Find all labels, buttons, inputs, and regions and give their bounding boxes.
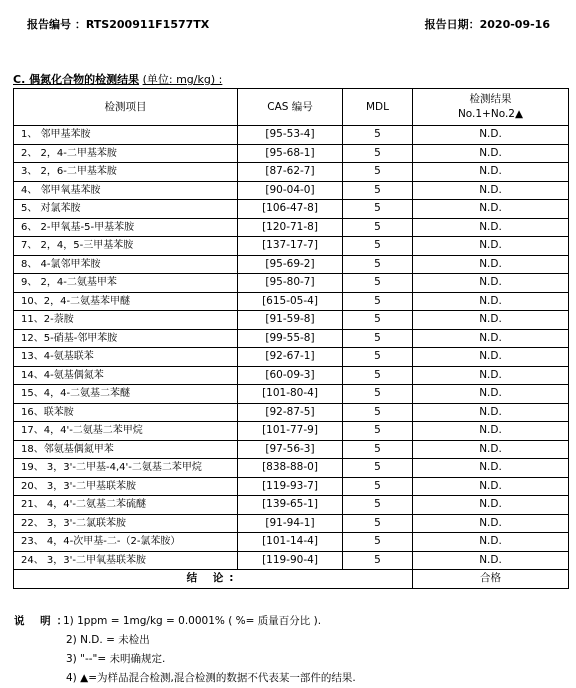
table-row (14, 255, 569, 274)
cas-number-cell: [615-05-4] (238, 292, 343, 311)
test-item-cell: 23、 4，4-次甲基-二-（2-氯苯胺） (14, 533, 238, 552)
cas-number-cell: [92-67-1] (238, 348, 343, 367)
cas-number-cell: [95-68-1] (238, 144, 343, 163)
mdl-cell: 5 (343, 218, 413, 237)
table-row (14, 348, 569, 367)
conclusion-label: 结 论: (14, 570, 413, 589)
result-cell: N.D. (413, 218, 569, 237)
table-row (14, 237, 569, 256)
test-item-cell: 24、 3，3'-二甲氧基联苯胺 (14, 551, 238, 570)
test-item-cell: 3、 2，6-二甲基苯胺 (14, 163, 238, 182)
cas-number-cell: [119-93-7] (238, 477, 343, 496)
cas-number-cell: [838-88-0] (238, 459, 343, 478)
test-item-cell: 11、2-萘胺 (14, 311, 238, 330)
table-row (14, 329, 569, 348)
note-line (14, 669, 356, 688)
mdl-cell: 5 (343, 200, 413, 219)
conclusion-value: 合格 (413, 570, 569, 589)
mdl-cell: 5 (343, 144, 413, 163)
result-cell: N.D. (413, 403, 569, 422)
col-header-cas: CAS 编号 (238, 89, 343, 126)
azo-results-table (13, 88, 569, 589)
table-row (14, 551, 569, 570)
result-cell: N.D. (413, 348, 569, 367)
test-item-cell: 21、 4，4'-二氨基二苯硫醚 (14, 496, 238, 515)
col-header-result (413, 89, 569, 126)
result-cell: N.D. (413, 551, 569, 570)
result-cell: N.D. (413, 385, 569, 404)
test-item-cell: 20、 3，3'-二甲基联苯胺 (14, 477, 238, 496)
mdl-cell: 5 (343, 533, 413, 552)
table-row (14, 477, 569, 496)
test-item-cell: 14、4-氨基偶氮苯 (14, 366, 238, 385)
mdl-cell: 5 (343, 255, 413, 274)
note-line (14, 612, 356, 631)
table-row (14, 200, 569, 219)
result-cell: N.D. (413, 422, 569, 441)
mdl-cell: 5 (343, 459, 413, 478)
cas-number-cell: [106-47-8] (238, 200, 343, 219)
mdl-cell: 5 (343, 329, 413, 348)
result-cell: N.D. (413, 237, 569, 256)
table-row (14, 144, 569, 163)
test-item-cell: 16、联苯胺 (14, 403, 238, 422)
col-header-result-line1: 检测结果 (469, 93, 512, 105)
section-unit: (单位: mg/kg) : (142, 73, 223, 86)
table-row (14, 292, 569, 311)
test-item-cell: 19、 3，3'-二甲基-4,4'-二氨基二苯甲烷 (14, 459, 238, 478)
cas-number-cell: [95-80-7] (238, 274, 343, 293)
mdl-cell: 5 (343, 477, 413, 496)
result-cell: N.D. (413, 514, 569, 533)
table-row (14, 533, 569, 552)
test-item-cell: 7、 2，4，5-三甲基苯胺 (14, 237, 238, 256)
result-cell: N.D. (413, 329, 569, 348)
col-header-item: 检测项目 (14, 89, 238, 126)
table-row (14, 163, 569, 182)
mdl-cell: 5 (343, 348, 413, 367)
mdl-cell: 5 (343, 237, 413, 256)
result-cell: N.D. (413, 311, 569, 330)
mdl-cell: 5 (343, 292, 413, 311)
result-cell: N.D. (413, 255, 569, 274)
test-item-cell: 2、 2，4-二甲基苯胺 (14, 144, 238, 163)
section-title: C. 偶氮化合物的检测结果 (13, 73, 140, 86)
test-item-cell: 4、 邻甲氧基苯胺 (14, 181, 238, 200)
cas-number-cell: [99-55-8] (238, 329, 343, 348)
table-row (14, 514, 569, 533)
cas-number-cell: [91-59-8] (238, 311, 343, 330)
cas-number-cell: [139-65-1] (238, 496, 343, 515)
notes-block (14, 612, 356, 688)
note-line (14, 631, 356, 650)
mdl-cell: 5 (343, 403, 413, 422)
mdl-cell: 5 (343, 514, 413, 533)
result-cell: N.D. (413, 144, 569, 163)
cas-number-cell: [91-94-1] (238, 514, 343, 533)
table-row (14, 218, 569, 237)
mdl-cell: 5 (343, 311, 413, 330)
mdl-cell: 5 (343, 126, 413, 145)
cas-number-cell: [60-09-3] (238, 366, 343, 385)
cas-number-cell: [119-90-4] (238, 551, 343, 570)
result-cell: N.D. (413, 366, 569, 385)
cas-number-cell: [120-71-8] (238, 218, 343, 237)
table-row (14, 385, 569, 404)
cas-number-cell: [97-56-3] (238, 440, 343, 459)
mdl-cell: 5 (343, 366, 413, 385)
test-item-cell: 18、邻氨基偶氮甲苯 (14, 440, 238, 459)
test-item-cell: 1、 邻甲基苯胺 (14, 126, 238, 145)
cas-number-cell: [95-69-2] (238, 255, 343, 274)
mdl-cell: 5 (343, 181, 413, 200)
mdl-cell: 5 (343, 385, 413, 404)
cas-number-cell: [92-87-5] (238, 403, 343, 422)
table-row (14, 181, 569, 200)
mdl-cell: 5 (343, 163, 413, 182)
table-row (14, 366, 569, 385)
mdl-cell: 5 (343, 422, 413, 441)
result-cell: N.D. (413, 477, 569, 496)
table-row (14, 274, 569, 293)
test-item-cell: 9、 2，4-二氨基甲苯 (14, 274, 238, 293)
cas-number-cell: [101-77-9] (238, 422, 343, 441)
test-item-cell: 22、 3，3'-二氯联苯胺 (14, 514, 238, 533)
cas-number-cell: [95-53-4] (238, 126, 343, 145)
result-cell: N.D. (413, 533, 569, 552)
notes-label: 说 明： (14, 615, 74, 627)
note-text: 4) ▲=为样品混合检测,混合检测的数据不代表某一部件的结果. (66, 672, 356, 684)
cas-number-cell: [137-17-7] (238, 237, 343, 256)
mdl-cell: 5 (343, 496, 413, 515)
cas-number-cell: [87-62-7] (238, 163, 343, 182)
table-header-row (14, 89, 569, 126)
section-heading (13, 71, 222, 87)
col-header-mdl: MDL (343, 89, 413, 126)
test-item-cell: 10、2，4-二氨基苯甲醚 (14, 292, 238, 311)
table-row (14, 440, 569, 459)
result-cell: N.D. (413, 459, 569, 478)
table-row (14, 126, 569, 145)
result-cell: N.D. (413, 126, 569, 145)
table-row (14, 422, 569, 441)
col-header-result-line2: No.1+No.2▲ (457, 108, 524, 120)
conclusion-row (14, 570, 569, 589)
cas-number-cell: [101-14-4] (238, 533, 343, 552)
mdl-cell: 5 (343, 274, 413, 293)
test-item-cell: 8、 4-氯邻甲苯胺 (14, 255, 238, 274)
cas-number-cell: [101-80-4] (238, 385, 343, 404)
test-item-cell: 17、4，4'-二氨基二苯甲烷 (14, 422, 238, 441)
table-row (14, 311, 569, 330)
report-date: 报告日期：2020-09-16 (424, 18, 550, 31)
result-cell: N.D. (413, 163, 569, 182)
result-cell: N.D. (413, 496, 569, 515)
table-row (14, 459, 569, 478)
note-text: 1) 1ppm = 1mg/kg = 0.0001% ( %= 质量百分比 ). (63, 615, 322, 627)
result-cell: N.D. (413, 440, 569, 459)
result-cell: N.D. (413, 292, 569, 311)
test-item-cell: 13、4-氨基联苯 (14, 348, 238, 367)
note-text: 3) "--"= 未明确规定. (66, 653, 166, 665)
note-line (14, 650, 356, 669)
mdl-cell: 5 (343, 551, 413, 570)
table-row (14, 403, 569, 422)
mdl-cell: 5 (343, 440, 413, 459)
test-item-cell: 6、 2-甲氧基-5-甲基苯胺 (14, 218, 238, 237)
result-cell: N.D. (413, 274, 569, 293)
test-item-cell: 15、4，4-二氨基二苯醚 (14, 385, 238, 404)
table-row (14, 496, 569, 515)
result-cell: N.D. (413, 181, 569, 200)
note-text: 2) N.D. = 未检出 (66, 634, 150, 646)
report-number: 报告编号 ：RTS200911F1577TX (27, 18, 210, 31)
result-cell: N.D. (413, 200, 569, 219)
test-item-cell: 12、5-硝基-邻甲苯胺 (14, 329, 238, 348)
test-item-cell: 5、 对氯苯胺 (14, 200, 238, 219)
cas-number-cell: [90-04-0] (238, 181, 343, 200)
